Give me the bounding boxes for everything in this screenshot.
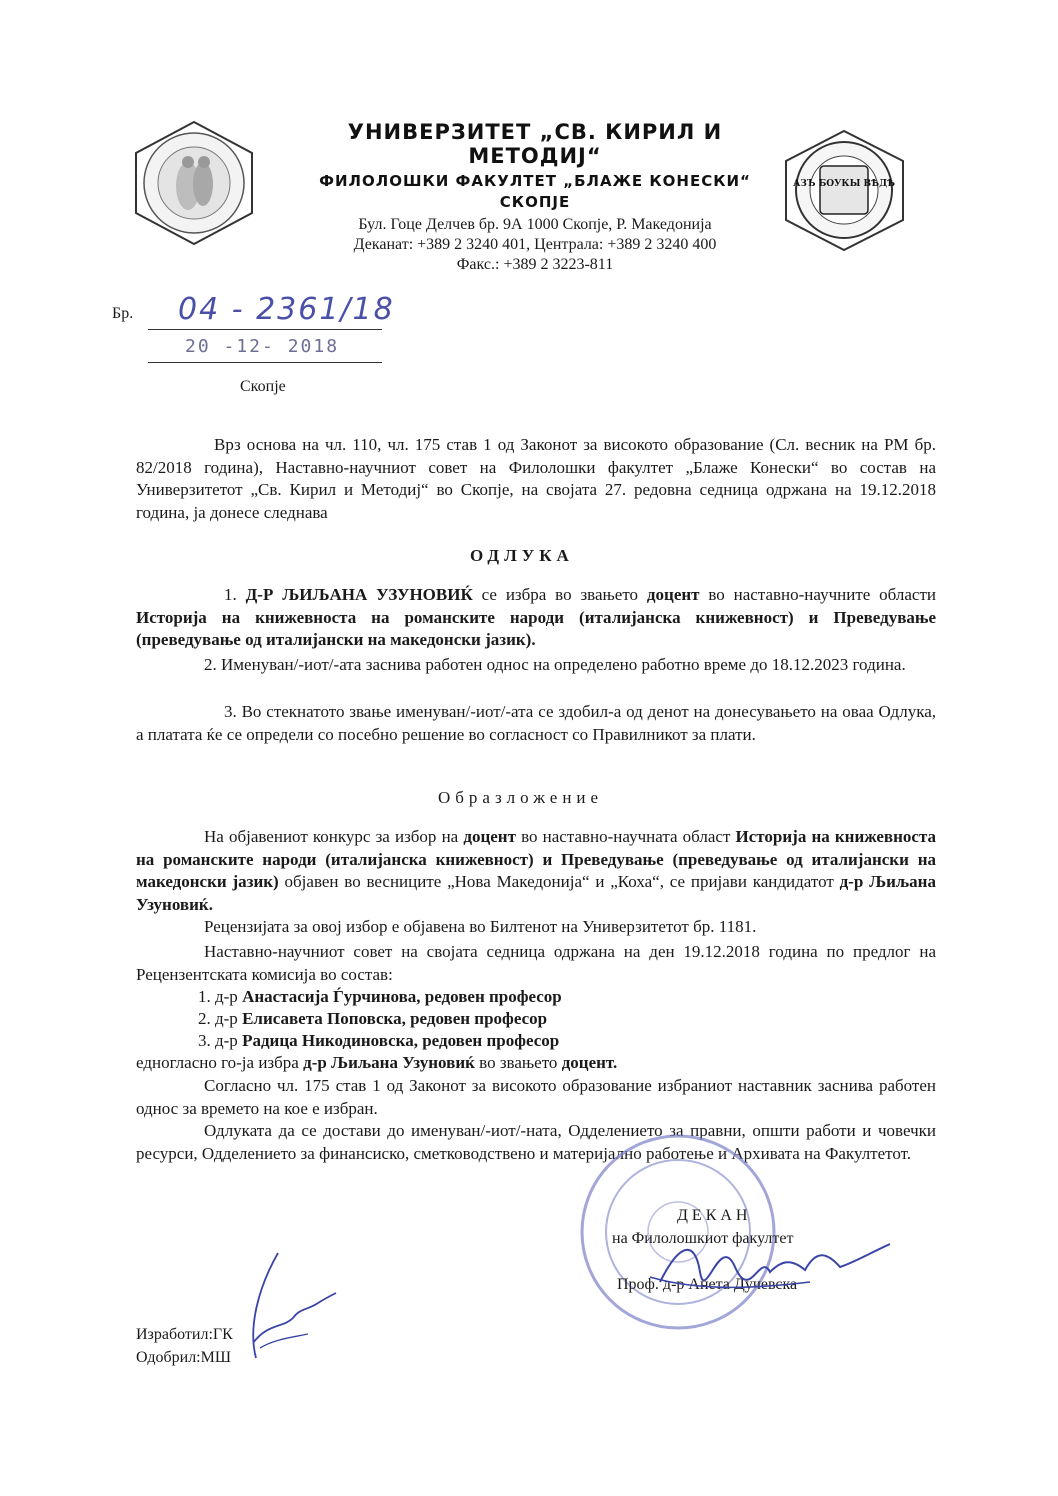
faculty-seal-logo [782,128,907,253]
dean-name: Проф. д-р Анета Дучевска [617,1276,798,1293]
committee-member-1 [198,986,562,1009]
header-address: Бул. Гоце Делчев бр. 9А 1000 Скопје, Р. Македонија [358,216,712,233]
reasoning-text: едногласно го-ја избра [136,1053,304,1072]
header-city: СКОПЈЕ [499,193,571,211]
academic-rank: доцент [463,827,516,846]
member-name: Анастасија Ѓурчинова, редовен професор [242,987,562,1006]
reasoning-text: Одлуката да се достави до именуван/-иот/-ната, Одделението за правни, општи работи и човечки ресурси, Одделението за финансиско, сметководствено и материјално работење и Архивата на Факултетот. [136,1121,936,1163]
reasoning-text: во звањето [474,1053,562,1072]
prepared-by: Изработил:ГК [136,1326,233,1343]
approver-signature [238,1248,338,1368]
reasoning-paragraph-6 [136,1120,936,1165]
item-number: 1. [224,585,237,604]
reference-label: Бр. [112,305,134,322]
reasoning-title: Образложение [438,788,604,807]
university-seal-logo [128,118,260,248]
reference-place: Скопје [240,378,286,395]
item-text: 2. Именуван/-иот/-ата заснива работен однос на определено работно време до 18.12.2023 година. [204,655,906,674]
dean-signature [640,1222,900,1302]
reasoning-text: Согласно чл. 175 став 1 од Законот за високото образование избраниот наставник заснива работен однос за времето на кое е избран. [136,1076,936,1118]
dean-title: ДЕКАН [677,1207,752,1224]
candidate-name: д-р Љиљана Узуновиќ. [136,872,936,914]
reasoning-paragraph-4 [136,1052,936,1075]
reasoning-text: На објавениот конкурс за избор на [204,827,464,846]
university-name: УНИВЕРЗИТЕТ „СВ. КИРИЛ И МЕТОДИЈ“ [347,120,723,168]
member-prefix: 2. д-р [198,1009,243,1028]
intro-paragraph [136,434,936,524]
reference-underline [148,329,382,330]
header-fax: Факс.: +389 2 3223-811 [456,256,614,273]
candidate-name: Д-Р ЉИЉАНА УЗУНОВИЌ [245,585,473,604]
reasoning-text: Рецензијата за овој избор е објавена во Билтенот на Универзитетот бр. 1181. [204,917,757,936]
member-prefix: 1. д-р [198,987,243,1006]
committee-member-3 [198,1030,559,1053]
academic-rank: доцент. [561,1053,618,1072]
approved-by: Одобрил:МШ [136,1349,231,1366]
candidate-name: д-р Љиљана Узуновиќ [303,1053,475,1072]
reasoning-paragraph-2 [136,916,936,939]
faculty-name: ФИЛОЛОШКИ ФАКУЛТЕТ „БЛАЖЕ КОНЕСКИ“ [319,172,751,190]
intro-text: Врз основа на чл. 110, чл. 175 став 1 од Законот за високото образование (Сл. весник на РМ бр. 82/2018 година), Наставно-научниот совет на Филолошки факултет „Блаже Конески“ во состав на Универзитетот „Св. Кирил и Методиј“ во Скопје, на својата 27. редовна седница одржана на 19.12.2018 година, ја донесе следнава [136,435,936,522]
member-name: Радица Никодиновска, редовен професор [242,1031,560,1050]
reasoning-text: објавен во весниците „Нова Македонија“ и „Коха“, се пријави кандидатот [278,872,840,891]
dean-faculty: на Филолошкиот факултет [612,1230,794,1247]
member-name: Елисавета Поповска, редовен професор [242,1009,548,1028]
academic-rank: доцент [646,585,700,604]
reference-number: 04 - 2361/18 [178,292,395,327]
header-phones: Деканат: +389 2 3240 401, Централа: +389 2 3240 400 [353,236,717,253]
reference-date-stamp: 20 -12- 2018 [185,336,340,357]
academic-area: Историја на книжевноста на романските народи (италијанска книжевност) и Преведување (преведување од италијански на македонски јазик) [136,827,936,891]
decision-item-2 [136,654,936,677]
reasoning-paragraph-5 [136,1075,936,1120]
reasoning-paragraph-1 [136,826,936,916]
reasoning-text: Наставно-научниот совет на својата седница одржана на ден 19.12.2018 година по предлог на Рецензентската комисија во состав: [136,942,936,984]
item-text: се избра во звањето [472,585,647,604]
decision-title: ОДЛУКА [470,546,574,565]
item-text: во наставно-научните области [699,585,936,604]
member-prefix: 3. д-р [198,1031,243,1050]
academic-area: Историја на книжевноста на романските народи (италијанска книжевност) и Преведување (преведување од италијански на македонски јазик). [136,607,936,649]
item-text: 3. Во стекнатото звање именуван/-иот/-ата се здобил-а од денот на донесувањето на оваа Одлука, а платата ќе се определи со посебно решение во согласност со Правилникот за плати. [136,702,936,744]
date-underline [148,362,382,363]
decision-item-1 [136,584,936,652]
reasoning-text: во наставно-научната област [515,827,736,846]
committee-member-2 [198,1008,547,1031]
letterhead [300,120,770,275]
decision-item-3 [136,701,936,746]
faculty-seal-text: АЗЪ БОУКЫ ВѢДѢ [793,179,895,189]
reasoning-paragraph-3 [136,941,936,986]
